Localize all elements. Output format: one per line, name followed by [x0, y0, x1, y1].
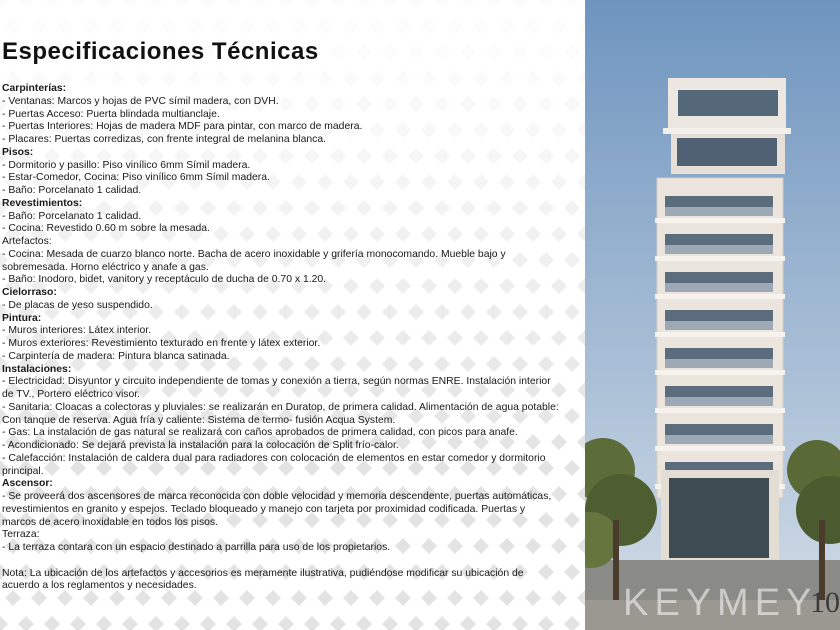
section-heading: Carpinterías: [2, 83, 67, 94]
diamond-shape [304, 616, 320, 630]
spec-item: - Carpintería de madera: Pintura blanca satinada. [2, 350, 230, 362]
diamond-shape [174, 616, 190, 630]
diamond-shape [382, 0, 398, 8]
spec-item: - Dormitorio y pasillo: Piso vinílico 6mm Símil madera. [2, 159, 251, 171]
diamond-shape [538, 44, 554, 60]
floor-slab [655, 218, 785, 223]
spec-item: - La terraza contara con un espacio destinado a parrilla para uso de los propietarios. [2, 542, 391, 553]
diamond-shape [538, 616, 554, 630]
diamond-shape [564, 304, 580, 320]
balcony-railing [665, 245, 773, 254]
diamond-shape [434, 44, 450, 60]
balcony-railing [665, 321, 773, 330]
diamond-shape [577, 382, 585, 398]
diamond-shape [18, 616, 34, 630]
diamond-shape [564, 200, 580, 216]
spec-list [2, 83, 562, 593]
page-number: 10 [810, 586, 840, 619]
diamond-shape [564, 0, 580, 8]
diamond-shape [96, 616, 112, 630]
diamond-shape [499, 18, 515, 34]
diamond-shape [278, 616, 294, 630]
floor-slab [655, 446, 785, 451]
diamond-shape [577, 174, 585, 190]
diamond-shape [330, 44, 346, 60]
spec-item: - Ventanas: Marcos y hojas de PVC símil madera, con DVH. [2, 95, 279, 107]
balcony-railing [665, 207, 773, 216]
diamond-shape [564, 564, 580, 580]
diamond-shape [460, 616, 476, 630]
diamond-shape [226, 616, 242, 630]
diamond-shape [408, 616, 424, 630]
diamond-shape [356, 616, 372, 630]
diamond-shape [577, 278, 585, 294]
diamond-shape [70, 616, 86, 630]
diamond-shape [447, 18, 463, 34]
diamond-shape [382, 44, 398, 60]
diamond-shape [304, 0, 320, 8]
diamond-shape [577, 538, 585, 554]
diamond-shape [0, 616, 8, 630]
diamond-shape [434, 616, 450, 630]
section-heading: Ascensor: [2, 478, 53, 490]
diamond-shape [564, 252, 580, 268]
floor-slab [655, 408, 785, 413]
diamond-shape [577, 18, 585, 34]
diamond-shape [382, 616, 398, 630]
diamond-shape [343, 18, 359, 34]
diamond-shape [395, 18, 411, 34]
section-heading: Artefactos: [2, 236, 52, 247]
diamond-shape [421, 18, 437, 34]
spec-item: - Baño: Inodoro, bidet, vanitory y receptáculo de ducha de 0.70 x 1.20. [2, 274, 327, 286]
spec-item: - Puertas Interiores: Hojas de madera MDF para pintar, con marco de madera. [2, 121, 363, 133]
floor-slab [655, 332, 785, 337]
diamond-shape [577, 434, 585, 450]
diamond-shape [96, 0, 112, 8]
diamond-shape [525, 18, 541, 34]
diamond-shape [577, 122, 585, 138]
spec-item: - Estar-Comedor, Cocina: Piso vinílico 6mm Símil madera. [2, 172, 270, 184]
diamond-shape [265, 18, 281, 34]
diamond-shape [31, 18, 47, 34]
diamond-shape [83, 18, 99, 34]
diamond-shape [239, 18, 255, 34]
diamond-shape [408, 44, 424, 60]
diamond-shape [18, 0, 34, 8]
diamond-shape [486, 616, 502, 630]
section-heading: Revestimientos: [2, 197, 83, 209]
diamond-shape [226, 0, 242, 8]
diamond-shape [161, 18, 177, 34]
diamond-shape [148, 616, 164, 630]
spec-item: - Muros exteriores: Revestimiento texturado en frente y látex exterior. [2, 338, 321, 349]
spec-item: - De placas de yeso suspendido. [2, 299, 153, 311]
diamond-shape [135, 18, 151, 34]
balcony-railing [665, 397, 773, 406]
diamond-shape [434, 0, 450, 8]
diamond-shape [369, 18, 385, 34]
diamond-shape [200, 0, 216, 8]
spec-item: - Acondicionado: Se dejará prevista la instalación para la colocación de Split frío-calor. [2, 440, 399, 451]
diamond-shape [577, 330, 585, 346]
diamond-shape [356, 0, 372, 8]
spec-item: - Se proveerá dos ascensores de marca reconocida con doble velocidad y memoria descendente, puertas automáticas, revestimientos en granito y espejos. Teclado bloqueado y manejo con tarjeta por proximidad codificada. Puertas y marcos de acero inoxidable en todos los pisos. [2, 491, 552, 528]
spec-item: - Puertas Acceso: Puerta blindada multianclaje. [2, 108, 220, 120]
diamond-shape [0, 0, 8, 8]
diamond-shape [200, 616, 216, 630]
diamond-shape [512, 0, 528, 8]
diamond-shape [278, 0, 294, 8]
section-heading: Pisos: [2, 146, 34, 158]
spec-item: - Placares: Puertas corredizas, con frente integral de melanina blanca. [2, 134, 327, 145]
diamond-shape [291, 18, 307, 34]
section-heading: Instalaciones: [2, 363, 72, 375]
floor-slab [655, 294, 785, 299]
diamond-shape [577, 486, 585, 502]
diamond-shape [174, 0, 190, 8]
balcony-railing [665, 435, 773, 444]
diamond-shape [44, 0, 60, 8]
diamond-shape [564, 356, 580, 372]
diamond-shape [564, 512, 580, 528]
spec-item: - Electricidad: Disyuntor y circuito independiente de tomas y conexión a tierra, según normas ENRE. Instalación interior de TV., Portero eléctrico visor. [2, 376, 551, 400]
section-heading: Terraza: [2, 529, 40, 541]
diamond-shape [512, 44, 528, 60]
diamond-shape [330, 616, 346, 630]
floor-slab [655, 256, 785, 261]
diamond-shape [317, 18, 333, 34]
section-heading: Pintura: [2, 312, 42, 324]
page-title: Especificaciones Técnicas [2, 38, 319, 65]
diamond-shape [486, 44, 502, 60]
balcony-railing [665, 283, 773, 292]
diamond-shape [44, 616, 60, 630]
diamond-shape [577, 590, 585, 606]
spec-item: - Gas: La instalación de gas natural se realizará con caños aprobados de primera calidad, con picos para anafe. [2, 427, 518, 439]
diamond-shape [564, 96, 580, 112]
diamond-shape [5, 18, 21, 34]
diamond-shape [252, 616, 268, 630]
diamond-shape [330, 0, 346, 8]
diamond-shape [408, 0, 424, 8]
spec-item: - Cocina: Revestido 0.60 m sobre la mesada. [2, 223, 210, 235]
diamond-shape [538, 0, 554, 8]
diamond-shape [213, 18, 229, 34]
diamond-shape [460, 44, 476, 60]
diamond-shape [356, 44, 372, 60]
diamond-shape [148, 0, 164, 8]
diamond-shape [564, 408, 580, 424]
diamond-shape [564, 616, 580, 630]
diamond-shape [486, 0, 502, 8]
diamond-shape [70, 0, 86, 8]
diamond-shape [109, 18, 125, 34]
section-heading: Cielorraso: [2, 287, 57, 298]
spec-item: - Baño: Porcelanato 1 calidad. [2, 210, 142, 222]
balcony-railing [665, 359, 773, 368]
diamond-shape [187, 18, 203, 34]
building-illustration [585, 0, 840, 630]
building-rendering [585, 0, 840, 630]
diamond-shape [564, 44, 580, 60]
diamond-shape [473, 18, 489, 34]
spec-item: - Sanitaria: Cloacas a colectoras y pluviales: se realizarán en Duratop, de primera calidad. Alimentación de agua potable: Con tanque de reserva. Agua fría y caliente: Sistema de termo- fusión Acqua System. [2, 401, 559, 426]
diamond-shape [512, 616, 528, 630]
diamond-shape [57, 18, 73, 34]
diamond-shape [577, 70, 585, 86]
diamond-shape [564, 148, 580, 164]
diamond-shape [252, 0, 268, 8]
spec-item: - Calefacción: Instalación de caldera dual para radiadores con colocación de elementos en estar comedor y dormitorio principal. [2, 452, 546, 477]
spec-item: - Muros interiores: Látex interior. [2, 325, 151, 337]
spec-item: - Cocina: Mesada de cuarzo blanco norte. Bacha de acero inoxidable y grifería monocomando. Mueble bajo y sobremesada. Horno eléctrico y anafe a gas. [2, 248, 506, 273]
keymey-watermark: KEYMEY [623, 582, 818, 624]
footnote: Nota: La ubicación de los artefactos y accesorios es meramente ilustrativa, pudiéndose modificar su ubicación de acuerdo a los reglamentos y necesidades. [2, 567, 524, 592]
floor-slab [655, 370, 785, 375]
diamond-shape [460, 0, 476, 8]
diamond-shape [577, 226, 585, 242]
diamond-shape [122, 0, 138, 8]
diamond-shape [564, 460, 580, 476]
diamond-shape [551, 18, 567, 34]
spec-item: - Baño: Porcelanato 1 calidad. [2, 185, 142, 196]
diamond-shape [122, 616, 138, 630]
